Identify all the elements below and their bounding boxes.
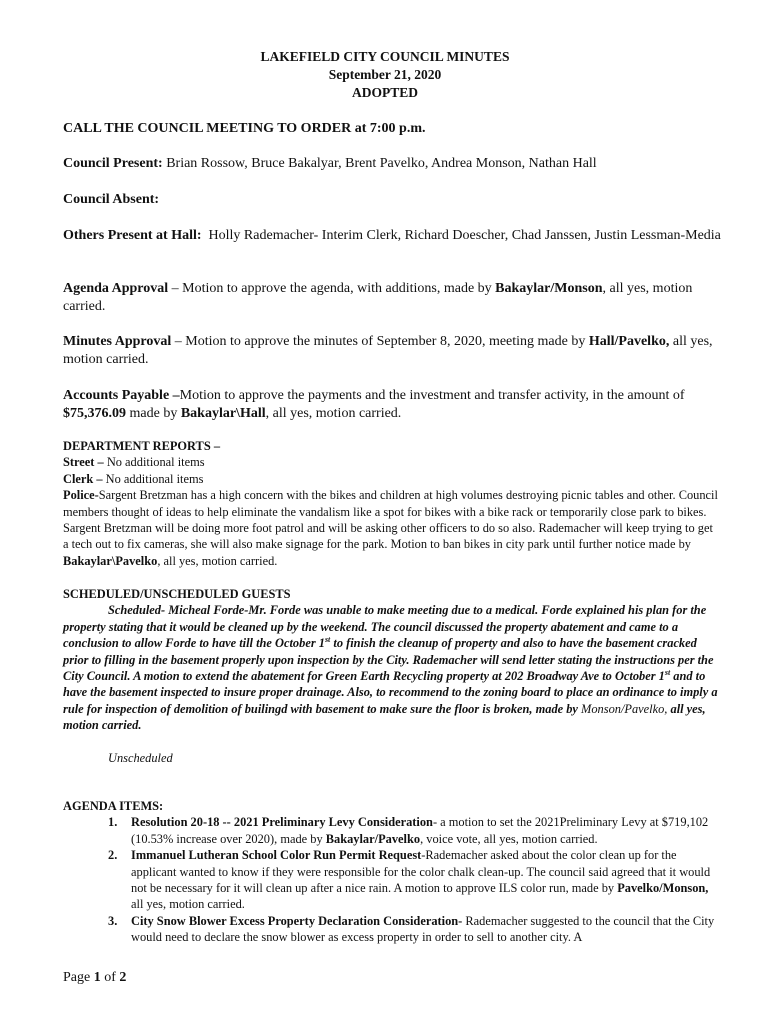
unscheduled-label: Unscheduled (108, 750, 173, 765)
accounts-payable-text: Motion to approve the payments and the investment and transfer activity, in the amount of (179, 388, 685, 403)
clerk-report (63, 471, 721, 487)
minutes-approval-label: Minutes Approval (63, 334, 172, 349)
scheduled-text-part1: Scheduled- Micheal Forde-Mr. Forde was unable to make meeting due to a medical. Forde explained his plan for the property stating that it would be cleaned up by the weekend. The council discussed the property abatement and came to a conclusion to allow Forde to have till the October 1 (63, 603, 707, 651)
document-status: ADOPTED (351, 85, 418, 100)
police-result: , all yes, motion carried. (157, 553, 278, 568)
street-report (63, 454, 721, 470)
agenda-item-number: 1. (108, 815, 118, 830)
call-to-order: CALL THE COUNCIL MEETING TO ORDER at 7:00 p.m. (63, 121, 426, 136)
agenda-item-movers: Pavelko/Monson, (617, 881, 709, 896)
agenda-item-title: Resolution 20-18 -- 2021 Preliminary Levy Consideration (131, 815, 433, 830)
agenda-item-result: all yes, motion carried. (131, 897, 245, 912)
agenda-item-text: Rademacher suggested to the council that the City would need to declare the snow blower as excess property in order to sell to another city. A (131, 913, 715, 945)
department-reports-heading: DEPARTMENT REPORTS – (63, 439, 221, 453)
council-present-label: Council Present: (63, 156, 163, 171)
agenda-approval-label: Agenda Approval (63, 281, 169, 296)
others-present-label: Others Present at Hall: (63, 228, 202, 243)
council-present (63, 155, 721, 173)
scheduled-movers: Monson/Pavelko, (581, 701, 668, 716)
agenda-approval-result: , all yes, motion carried. (63, 281, 693, 314)
agenda-item-movers: Bakaylar/Pavelko (325, 831, 421, 846)
scheduled-guest-paragraph (63, 602, 721, 733)
minutes-approval-text: – Motion to approve the minutes of September 8, 2020, meeting made by (171, 334, 589, 349)
accounts-payable-result: , all yes, motion carried. (265, 406, 402, 421)
agenda-item-number: 2. (108, 848, 118, 863)
others-present-names: Holly Rademacher- Interim Clerk, Richard Doescher, Chad Janssen, Justin Lessman-Media (208, 228, 721, 243)
document-title: LAKEFIELD CITY COUNCIL MINUTES (260, 49, 510, 64)
minutes-approval-movers: Hall/Pavelko, (588, 334, 670, 349)
clerk-text: No additional items (102, 471, 204, 486)
scheduled-text-part3: and to have the basement inspected to insure proper drainage. Also, to recommend to the zoning board to place an ordinance to imply a rule for inspection of demolition of builingd with basement to make sure the floor is broken, made by (63, 669, 718, 716)
agenda-approval-text: – Motion to approve the agenda, with additions, made by (168, 281, 496, 296)
accounts-payable-made-by: made by (126, 406, 181, 421)
council-present-names: Brian Rossow, Bruce Bakalyar, Brent Pavelko, Andrea Monson, Nathan Hall (166, 156, 597, 171)
agenda-approval (63, 280, 721, 316)
agenda-approval-movers: Bakaylar/Monson (495, 281, 603, 296)
page-total: 2 (119, 970, 127, 985)
page-number: 1 (93, 970, 101, 985)
accounts-payable-movers: Bakaylar\Hall (180, 406, 266, 421)
meeting-date: September 21, 2020 (328, 67, 442, 82)
agenda-item-result: , voice vote, all yes, motion carried. (420, 831, 598, 846)
ordinal-suffix: st (664, 667, 671, 677)
of-word: of (100, 970, 120, 985)
agenda-item-title: Immanuel Lutheran School Color Run Permit Request (131, 848, 422, 863)
agenda-items-section (63, 798, 721, 946)
page-number-footer (63, 970, 126, 986)
police-report (63, 487, 721, 569)
street-text: No additional items (103, 455, 205, 470)
department-reports (63, 438, 721, 569)
minutes-approval-result: all yes, motion carried. (63, 334, 713, 367)
accounts-payable-label: Accounts Payable – (63, 388, 180, 403)
agenda-item-number: 3. (108, 913, 118, 928)
scheduled-text-part2: to finish the cleanup of property and also to have the basement cracked prior to filling in the basement properly upon inspection by the City. Rademacher will send letter stating the instructions per the City Council. A motion to extend the abatement for Green Earth Recycling property at 202 Broadway Ave to October 1 (63, 636, 714, 684)
agenda-item (63, 913, 721, 946)
agenda-item-title: City Snow Blower Excess Property Declaration Consideration- (131, 913, 463, 928)
agenda-item (63, 847, 721, 913)
agenda-item (63, 814, 721, 847)
ordinal-suffix: st (324, 635, 331, 645)
agenda-items-heading: AGENDA ITEMS: (63, 799, 164, 813)
accounts-payable-amount: $75,376.09 (63, 406, 126, 421)
police-label: Police- (63, 488, 99, 503)
page-word: Page (63, 970, 94, 985)
agenda-item-text: - a motion to set the 2021Preliminary Levy at $719,102 (10.53% increase over 2020), made by (131, 815, 709, 846)
agenda-item-text: -Rademacher asked about the color clean up for the applicant wanted to know if they were responsible for the color chalk clean-up. The council said agreed that it would not be necessary for it will clean up after a nice rain. A motion to approve ILS color run, made by (131, 848, 711, 896)
minutes-approval (63, 333, 721, 369)
guests-heading: SCHEDULED/UNSCHEDULED GUESTS (63, 587, 291, 601)
accounts-payable (63, 387, 721, 423)
agenda-items-list (63, 814, 721, 945)
guests-section (63, 586, 721, 766)
clerk-label: Clerk – (63, 471, 103, 486)
scheduled-result: all yes, motion carried. (63, 701, 706, 733)
police-movers: Bakaylar\Pavelko (63, 553, 158, 568)
police-text: Sargent Bretzman has a high concern with the bikes and children at high volumes destroying picnic tables and other. Council members thought of ideas to help eliminate the vandalism like a spot for bikes with a bike rack or temporarily close park to bikes. Sargent Bretzman will be doing more foot patrol and will be asking other officers to do so also. Rademacher will keep trying to get a tech out to fix cameras, she will also make signage for the park. Motion to ban bikes in city park until further notice made by (63, 488, 718, 552)
street-label: Street – (63, 455, 104, 470)
council-absent: Council Absent: (63, 192, 160, 207)
others-present (63, 227, 721, 245)
